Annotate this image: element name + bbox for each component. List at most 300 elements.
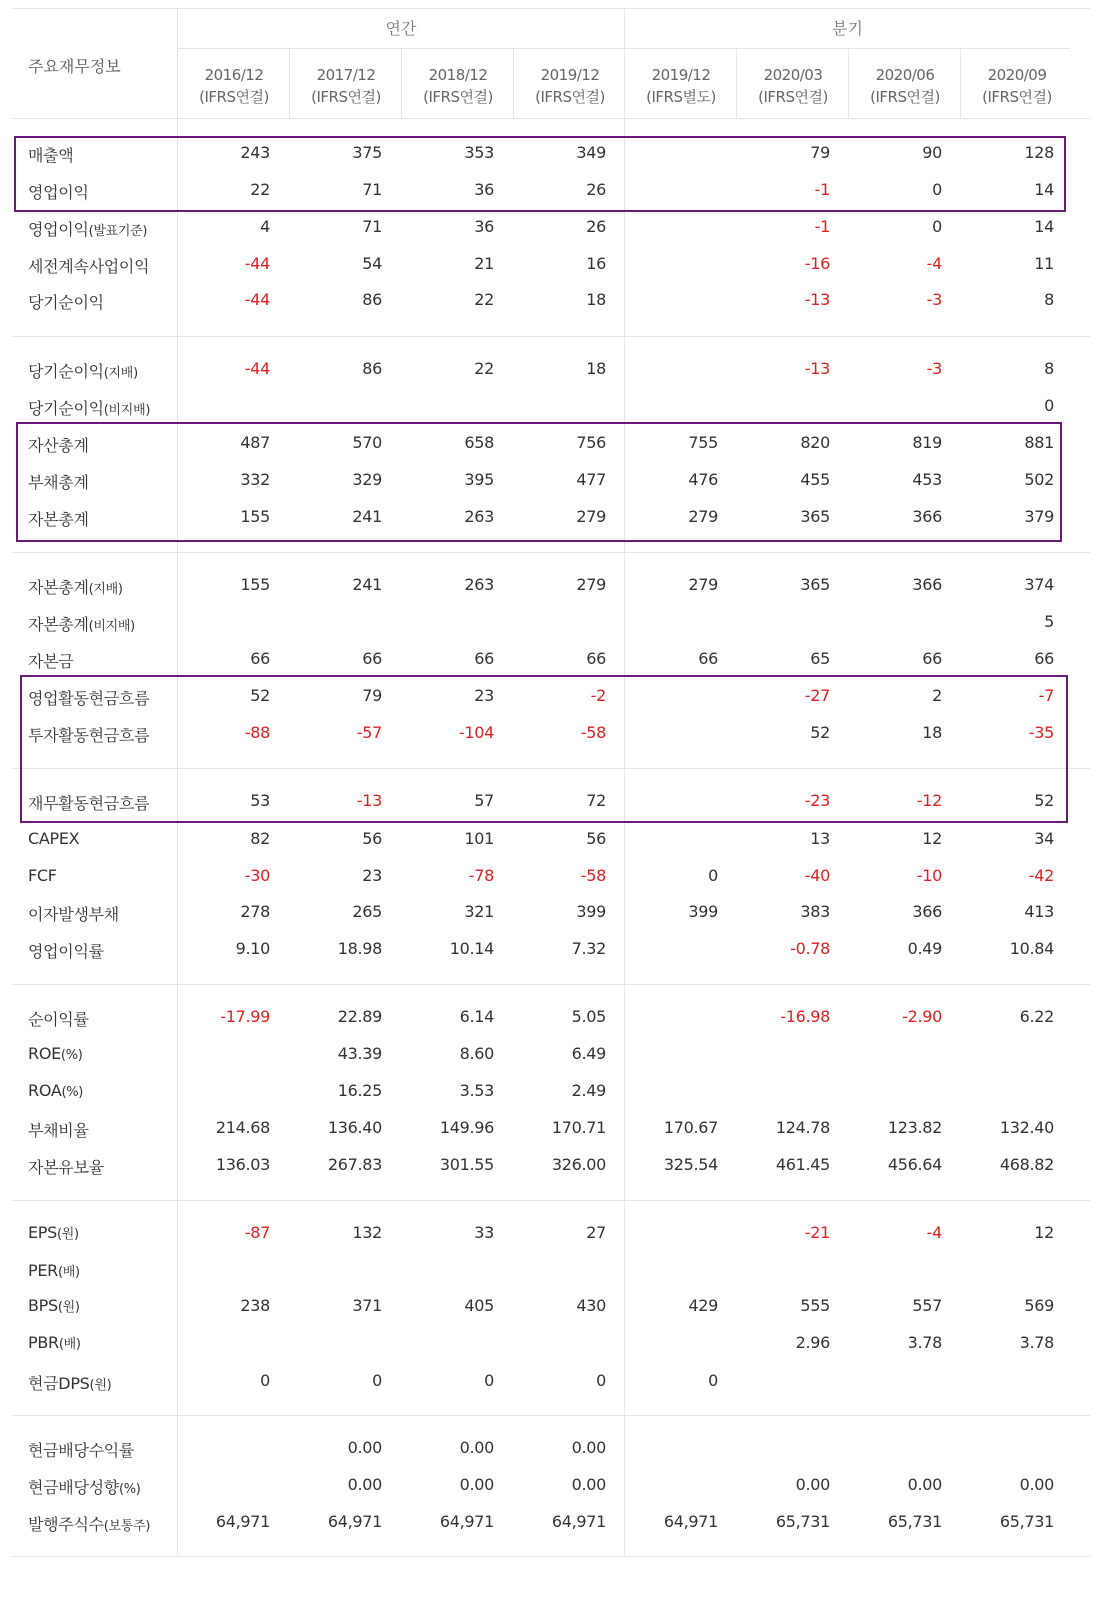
row-label-text: EPS: [28, 1223, 58, 1242]
row-label: [28, 723, 149, 746]
table-cell: 279: [688, 507, 718, 526]
table-cell: 66: [474, 649, 494, 668]
table-cell: 21: [474, 254, 494, 273]
table-cell: 379: [1024, 507, 1054, 526]
table-cell: 570: [352, 433, 382, 452]
row-label: [28, 649, 73, 672]
row-label-text: 자본유보율: [28, 1158, 104, 1177]
table-cell: 366: [912, 902, 942, 921]
table-cell: 22.89: [337, 1007, 382, 1026]
row-label: [28, 143, 73, 166]
table-cell: 82: [250, 829, 270, 848]
row-label-text: 영업이익률: [28, 942, 104, 961]
row-label: [28, 1118, 89, 1141]
table-cell: 0.00: [571, 1438, 606, 1457]
row-label-text: CAPEX: [28, 829, 80, 848]
row-label: [28, 433, 89, 456]
table-cell: 0: [708, 1371, 718, 1390]
table-cell: 756: [576, 433, 606, 452]
table-cell: 477: [576, 470, 606, 489]
table-cell: 34: [1034, 829, 1054, 848]
table-cell: 18: [922, 723, 942, 742]
table-cell: -13: [356, 791, 382, 810]
column-header-basis: (IFRS연결): [311, 88, 381, 106]
table-cell: 0: [260, 1371, 270, 1390]
table-cell: 56: [586, 829, 606, 848]
table-cell: 52: [1034, 791, 1054, 810]
row-label-qualifier: (보통주): [103, 1519, 151, 1534]
table-cell: 8: [1044, 290, 1054, 309]
table-cell: 365: [800, 507, 830, 526]
row-label: [28, 686, 149, 709]
table-cell: 241: [352, 507, 382, 526]
row-label: [28, 1438, 134, 1461]
table-cell: 8: [1044, 359, 1054, 378]
column-header-date: 2016/12: [204, 66, 264, 84]
table-cell: 6.49: [571, 1044, 606, 1063]
table-cell: 64,971: [439, 1512, 494, 1531]
row-label-text: PBR: [28, 1333, 59, 1352]
row-label-qualifier: (%): [61, 1085, 84, 1100]
row-label-text: 부채비율: [28, 1121, 89, 1140]
table-cell: 12: [1034, 1223, 1054, 1242]
table-cell: 54: [362, 254, 382, 273]
table-cell: 33: [474, 1223, 494, 1242]
table-cell: -3: [926, 359, 942, 378]
table-cell: 265: [352, 902, 382, 921]
table-title: 주요재무정보: [28, 57, 121, 76]
column-header-date: 2019/12: [540, 66, 600, 84]
row-label-qualifier: (비지배): [88, 619, 135, 634]
row-label-text: 영업활동현금흐름: [28, 689, 150, 708]
table-cell: 57: [474, 791, 494, 810]
row-label-qualifier: (%): [60, 1048, 83, 1063]
table-cell: 279: [688, 575, 718, 594]
row-label-text: 자산총계: [28, 436, 89, 455]
grid-line-horizontal: [12, 8, 1090, 9]
row-label-text: 영업이익: [28, 183, 89, 202]
table-cell: 383: [800, 902, 830, 921]
table-cell: 468.82: [999, 1155, 1054, 1174]
table-cell: -2: [590, 686, 606, 705]
table-cell: -88: [244, 723, 270, 742]
table-cell: 149.96: [439, 1118, 494, 1137]
table-cell: 132.40: [999, 1118, 1054, 1137]
column-header-date: 2020/06: [875, 66, 935, 84]
column-header-basis: (IFRS연결): [535, 88, 605, 106]
table-cell: 2.96: [795, 1333, 830, 1352]
row-label-qualifier: (원): [57, 1300, 80, 1315]
table-cell: 502: [1024, 470, 1054, 489]
table-cell: 455: [800, 470, 830, 489]
table-cell: 71: [362, 180, 382, 199]
table-cell: 0.00: [459, 1475, 494, 1494]
table-cell: 132: [352, 1223, 382, 1242]
table-cell: 405: [464, 1296, 494, 1315]
row-label: [28, 1296, 80, 1315]
table-cell: -44: [244, 359, 270, 378]
table-cell: 453: [912, 470, 942, 489]
table-cell: 279: [576, 507, 606, 526]
table-cell: 79: [362, 686, 382, 705]
table-cell: 476: [688, 470, 718, 489]
table-cell: 86: [362, 359, 382, 378]
column-header-basis: (IFRS별도): [646, 88, 716, 106]
table-cell: 66: [586, 649, 606, 668]
table-cell: 3.78: [1019, 1333, 1054, 1352]
row-label-qualifier: (원): [57, 1227, 79, 1242]
table-cell: 374: [1024, 575, 1054, 594]
table-cell: 36: [474, 217, 494, 236]
row-label-qualifier: (배): [57, 1265, 80, 1280]
table-cell: 399: [688, 902, 718, 921]
table-cell: 12: [922, 829, 942, 848]
table-cell: -7: [1038, 686, 1054, 705]
row-label: [28, 866, 57, 885]
table-cell: 366: [912, 575, 942, 594]
table-cell: 66: [698, 649, 718, 668]
table-cell: 371: [352, 1296, 382, 1315]
row-label-text: PER: [28, 1261, 58, 1280]
table-cell: 267.83: [327, 1155, 382, 1174]
table-cell: 72: [586, 791, 606, 810]
table-cell: 395: [464, 470, 494, 489]
row-label: [28, 470, 89, 493]
table-cell: 16: [586, 254, 606, 273]
column-header-date: 2019/12: [651, 66, 711, 84]
row-label-text: 매출액: [28, 146, 74, 165]
table-cell: 0: [1044, 396, 1054, 415]
row-label-qualifier: (발표기준): [88, 224, 148, 239]
column-header: [737, 64, 849, 108]
table-cell: 79: [810, 143, 830, 162]
row-label-qualifier: (비지배): [103, 403, 151, 418]
quarter-group-label: 분기: [832, 19, 863, 38]
row-label: [28, 359, 138, 382]
annual-group-label: 연간: [385, 19, 417, 38]
table-cell: 53: [250, 791, 270, 810]
table-cell: 429: [688, 1296, 718, 1315]
table-cell: 413: [1024, 902, 1054, 921]
row-label: [28, 1007, 89, 1030]
table-cell: 26: [586, 217, 606, 236]
table-cell: 66: [1034, 649, 1054, 668]
grid-line-horizontal: [12, 1415, 1090, 1416]
row-label: [28, 290, 104, 313]
table-cell: 3.53: [459, 1081, 494, 1100]
row-label-text: 당기순이익: [28, 399, 104, 418]
table-cell: 56: [362, 829, 382, 848]
row-label-qualifier: (배): [58, 1337, 81, 1352]
column-header-basis: (IFRS연결): [423, 88, 493, 106]
table-cell: -21: [804, 1223, 830, 1242]
row-label: [28, 1223, 79, 1242]
row-label-qualifier: (지배): [103, 366, 138, 381]
table-cell: 64,971: [215, 1512, 270, 1531]
table-cell: 241: [352, 575, 382, 594]
table-cell: 66: [922, 649, 942, 668]
table-cell: 11: [1034, 254, 1054, 273]
table-cell: 86: [362, 290, 382, 309]
table-cell: 90: [922, 143, 942, 162]
column-header: [514, 64, 626, 108]
table-cell: -17.99: [220, 1007, 270, 1026]
table-cell: 461.45: [775, 1155, 830, 1174]
table-cell: 65,731: [887, 1512, 942, 1531]
table-cell: 0.00: [459, 1438, 494, 1457]
table-cell: 26: [586, 180, 606, 199]
grid-line-horizontal: [12, 1556, 1090, 1557]
table-cell: 124.78: [775, 1118, 830, 1137]
table-cell: -4: [926, 1223, 942, 1242]
row-label-text: 현금배당성향: [28, 1478, 119, 1497]
table-cell: 5.05: [571, 1007, 606, 1026]
column-header-basis: (IFRS연결): [758, 88, 828, 106]
table-cell: 0.00: [347, 1438, 382, 1457]
column-header: [849, 64, 961, 108]
table-cell: 170.71: [551, 1118, 606, 1137]
grid-line-horizontal: [12, 552, 1090, 553]
row-label-text: 영업이익: [28, 220, 89, 239]
table-cell: 23: [362, 866, 382, 885]
table-cell: -35: [1028, 723, 1054, 742]
row-label-qualifier: (%): [118, 1482, 141, 1497]
table-cell: 278: [240, 902, 270, 921]
table-cell: -16: [804, 254, 830, 273]
table-cell: 0.00: [795, 1475, 830, 1494]
table-cell: 755: [688, 433, 718, 452]
row-label: [28, 902, 119, 925]
table-cell: 366: [912, 507, 942, 526]
table-cell: -58: [580, 866, 606, 885]
row-label-text: 이자발생부채: [28, 905, 119, 924]
table-cell: 2: [932, 686, 942, 705]
row-label: [28, 939, 104, 962]
table-cell: 0: [372, 1371, 382, 1390]
grid-line-horizontal: [12, 768, 1090, 769]
row-label: [28, 1475, 141, 1498]
table-cell: 456.64: [887, 1155, 942, 1174]
table-cell: -57: [356, 723, 382, 742]
table-cell: 10.14: [449, 939, 494, 958]
row-label-text: 당기순이익: [28, 293, 104, 312]
table-cell: 43.39: [337, 1044, 382, 1063]
table-cell: 375: [352, 143, 382, 162]
table-cell: 0: [484, 1371, 494, 1390]
row-label: [28, 396, 150, 419]
row-label-text: 세전계속사업이익: [28, 257, 150, 276]
table-cell: 4: [260, 217, 270, 236]
table-cell: 14: [1034, 217, 1054, 236]
table-cell: 881: [1024, 433, 1054, 452]
table-cell: 0: [932, 180, 942, 199]
table-cell: 10.84: [1009, 939, 1054, 958]
row-label-text: 자본총계: [28, 615, 89, 634]
table-cell: 3.78: [907, 1333, 942, 1352]
table-cell: 66: [250, 649, 270, 668]
row-label: [28, 1081, 83, 1100]
column-header: [625, 64, 737, 108]
table-cell: -87: [244, 1223, 270, 1242]
table-cell: 820: [800, 433, 830, 452]
table-cell: 819: [912, 433, 942, 452]
table-cell: 5: [1044, 612, 1054, 631]
table-cell: 65,731: [775, 1512, 830, 1531]
table-cell: 9.10: [235, 939, 270, 958]
column-header: [178, 64, 290, 108]
table-cell: 128: [1024, 143, 1054, 162]
table-cell: 326.00: [551, 1155, 606, 1174]
table-cell: 0.49: [907, 939, 942, 958]
row-label-text: 당기순이익: [28, 362, 104, 381]
row-label-qualifier: (원): [89, 1378, 112, 1393]
table-cell: 27: [586, 1223, 606, 1242]
row-label: [28, 180, 89, 203]
table-cell: -3: [926, 290, 942, 309]
table-cell: -13: [804, 359, 830, 378]
table-cell: -40: [804, 866, 830, 885]
table-cell: 52: [250, 686, 270, 705]
row-label-text: 부채총계: [28, 473, 89, 492]
table-cell: 557: [912, 1296, 942, 1315]
table-cell: 18: [586, 359, 606, 378]
table-cell: 0.00: [907, 1475, 942, 1494]
table-cell: 555: [800, 1296, 830, 1315]
table-cell: 123.82: [887, 1118, 942, 1137]
table-cell: 71: [362, 217, 382, 236]
table-cell: -0.78: [790, 939, 830, 958]
table-cell: 8.60: [459, 1044, 494, 1063]
table-cell: 321: [464, 902, 494, 921]
column-header-basis: (IFRS연결): [870, 88, 940, 106]
table-cell: 569: [1024, 1296, 1054, 1315]
row-label: [28, 217, 147, 240]
table-cell: 155: [240, 575, 270, 594]
table-cell: -44: [244, 290, 270, 309]
row-label-qualifier: (지배): [88, 582, 123, 597]
table-cell: -1: [814, 180, 830, 199]
table-cell: 0.00: [571, 1475, 606, 1494]
row-label-text: 현금배당수익률: [28, 1441, 135, 1460]
table-cell: -78: [468, 866, 494, 885]
grid-line-horizontal: [12, 1200, 1090, 1201]
table-cell: -10: [916, 866, 942, 885]
table-cell: -4: [926, 254, 942, 273]
table-cell: 23: [474, 686, 494, 705]
row-label-text: ROE: [28, 1044, 61, 1063]
table-cell: 279: [576, 575, 606, 594]
row-label-text: 발행주식수: [28, 1515, 104, 1534]
table-cell: -104: [458, 723, 494, 742]
table-cell: 6.14: [459, 1007, 494, 1026]
table-cell: 170.67: [663, 1118, 718, 1137]
table-cell: 238: [240, 1296, 270, 1315]
table-cell: 243: [240, 143, 270, 162]
table-cell: 101: [464, 829, 494, 848]
table-cell: -58: [580, 723, 606, 742]
table-cell: -44: [244, 254, 270, 273]
table-cell: -13: [804, 290, 830, 309]
table-cell: 16.25: [337, 1081, 382, 1100]
column-header: [290, 64, 402, 108]
table-cell: -16.98: [780, 1007, 830, 1026]
table-cell: 329: [352, 470, 382, 489]
grid-line-vertical: [624, 8, 625, 1556]
row-label: [28, 1155, 104, 1178]
table-cell: 0: [708, 866, 718, 885]
table-cell: -42: [1028, 866, 1054, 885]
table-cell: 22: [474, 359, 494, 378]
table-cell: 18: [586, 290, 606, 309]
table-cell: 64,971: [327, 1512, 382, 1531]
column-header-date: 2020/09: [987, 66, 1047, 84]
row-label: [28, 254, 149, 277]
row-label-text: 자본금: [28, 652, 74, 671]
table-cell: 263: [464, 575, 494, 594]
table-cell: 353: [464, 143, 494, 162]
row-label-text: 현금DPS: [28, 1374, 90, 1393]
table-cell: 64,971: [663, 1512, 718, 1531]
table-cell: 349: [576, 143, 606, 162]
table-cell: 399: [576, 902, 606, 921]
table-cell: 52: [810, 723, 830, 742]
row-label: [28, 1261, 80, 1280]
table-cell: 0.00: [347, 1475, 382, 1494]
table-cell: 6.22: [1019, 1007, 1054, 1026]
header-strip: [12, 118, 1090, 134]
table-cell: -27: [804, 686, 830, 705]
table-cell: 263: [464, 507, 494, 526]
column-header-date: 2018/12: [428, 66, 488, 84]
table-cell: 22: [474, 290, 494, 309]
table-cell: 487: [240, 433, 270, 452]
table-cell: 14: [1034, 180, 1054, 199]
table-cell: 136.40: [327, 1118, 382, 1137]
row-label-text: BPS: [28, 1296, 58, 1315]
table-cell: 136.03: [215, 1155, 270, 1174]
row-label-text: 재무활동현금흐름: [28, 794, 150, 813]
column-header-date: 2020/03: [763, 66, 823, 84]
table-cell: 332: [240, 470, 270, 489]
row-label-text: 순이익률: [28, 1010, 89, 1029]
table-cell: 301.55: [439, 1155, 494, 1174]
row-label: [28, 829, 79, 848]
row-label-text: FCF: [28, 866, 57, 885]
grid-line-vertical: [177, 8, 178, 1556]
column-header: [961, 64, 1073, 108]
column-header-basis: (IFRS연결): [199, 88, 269, 106]
table-cell: 36: [474, 180, 494, 199]
row-label: [28, 791, 149, 814]
table-cell: -30: [244, 866, 270, 885]
table-cell: 214.68: [215, 1118, 270, 1137]
row-label-text: 자본총계: [28, 510, 89, 529]
table-cell: 22: [250, 180, 270, 199]
table-cell: 155: [240, 507, 270, 526]
row-label: [28, 1512, 150, 1535]
table-cell: 66: [362, 649, 382, 668]
table-cell: 325.54: [663, 1155, 718, 1174]
table-cell: 365: [800, 575, 830, 594]
column-header: [402, 64, 514, 108]
table-cell: 18.98: [337, 939, 382, 958]
table-cell: -12: [916, 791, 942, 810]
table-cell: 0: [932, 217, 942, 236]
column-header-basis: (IFRS연결): [982, 88, 1052, 106]
table-cell: 64,971: [551, 1512, 606, 1531]
table-cell: 0.00: [1019, 1475, 1054, 1494]
table-cell: 658: [464, 433, 494, 452]
